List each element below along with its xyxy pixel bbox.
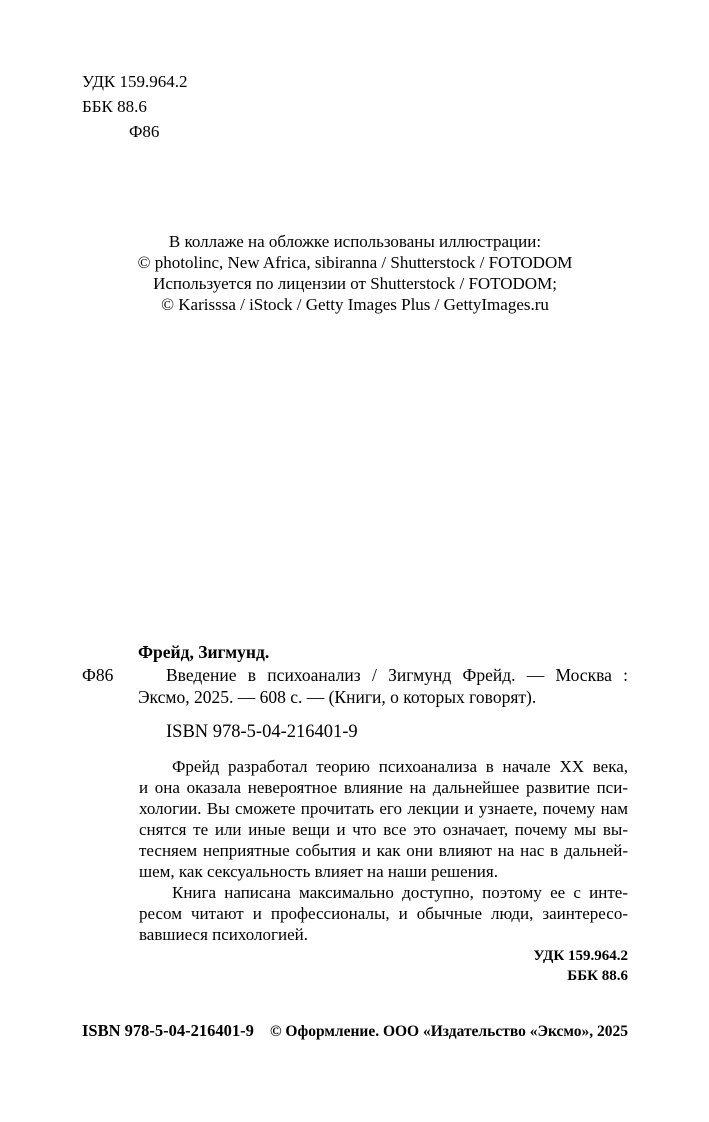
catalog-author: Фрейд, Зигмунд. [138,642,270,662]
cover-credits [82,231,628,315]
footer-isbn-number: ISBN 978-5-04-216401-9 [82,1021,254,1040]
catalog-entry-line: Эксмо, 2025. — 608 с. — (Книги, о которых говорят). [138,687,537,707]
annotation-line: Фрейд разработал теорию психоанализа в начале XX века, [172,757,628,776]
copyright-notice: © Оформление. ООО «Издательство «Эксмо», 2025 [269,1023,628,1040]
bbk-code: ББК 88.6 [82,97,147,116]
annotation-line: тесняем неприятные события и как они влияют на нас в дальней- [139,841,628,860]
annotation-line: шем, как сексуальность влияет на наши решения. [139,862,498,881]
catalog-entry-row [82,664,628,687]
top-classification-codes [82,69,188,144]
catalog-entry-line: Введение в психоанализ / Зигмунд Фрейд. — Москва : [166,664,628,685]
footer-bbk-code: ББК 88.6 [567,968,628,984]
annotation-line: и она оказала невероятное влияние на дальнейшее развитие пси- [139,778,628,797]
annotation-text [139,756,628,945]
catalog-card [82,641,628,709]
footer-udk-code: УДК 159.964.2 [533,948,628,964]
author-sign: Ф86 [129,122,160,141]
udk-code: УДК 159.964.2 [82,72,188,91]
cover-credits-line: В коллаже на обложке использованы иллюстрации: [168,232,542,251]
annotation-line: вавшиеся психологией. [139,925,308,944]
imprint-line [82,1021,628,1041]
cover-credits-line: Используется по лицензии от Shutterstock / FOTODOM; [153,274,557,293]
annotation-line: Книга написана максимально доступно, поэтому ее с инте- [172,883,628,902]
isbn-number: ISBN 978-5-04-216401-9 [166,722,358,742]
annotation-line: снятся те или иные вещи и что все это означает, почему мы вы- [139,820,628,839]
annotation-line: ресом читают и профессионалы, и обычные люди, заинтересо- [139,904,628,923]
catalog-author-sign: Ф86 [82,664,114,685]
cover-credits-line: © photolinc, New Africa, sibiranna / Shutterstock / FOTODOM [137,253,573,272]
annotation-line: хологии. Вы сможете прочитать его лекции и узнаете, почему нам [139,799,628,818]
cover-credits-line: © Karisssa / iStock / Getty Images Plus / GettyImages.ru [161,295,549,314]
footer-classification-codes [82,946,628,986]
